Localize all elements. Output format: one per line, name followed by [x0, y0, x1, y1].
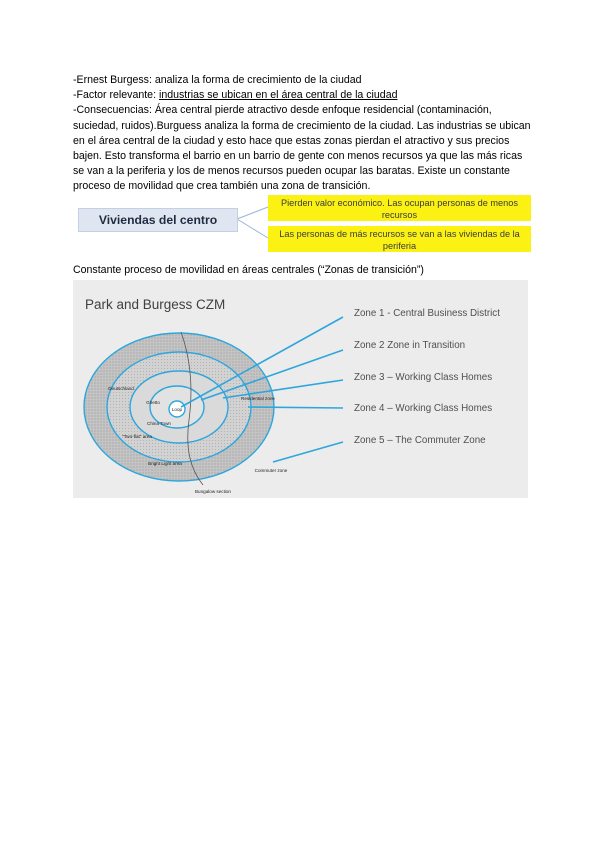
line-consecuencias: -Consecuencias: Área central pierde atractivo desde enfoque residencial (contaminación, suciedad, ruidos).Burguess analiza la forma de crecimiento de la ciudad. Las industrias se ubican en el área central de la ciudad y esto hace que estas zonas pierdan el atractivo y sus precios bajen. Esto transforma el barrio en un barrio de gente con menos recursos ya que las más ricas se van a la periferia y los de menos recursos pueden ocupar las baratas. Existe un constante proceso de movilidad que crea también una zona de transición.	[73, 104, 531, 193]
zone-3-label: Zone 3 – Working Class Homes	[354, 372, 493, 383]
pointer-zone-5	[273, 442, 343, 462]
label-bungalow: Bungalow section	[194, 489, 232, 494]
label-two-flat: "Two-flat" area	[122, 434, 152, 439]
label-commuter-zone: Commuter zone	[254, 468, 288, 473]
concept-main-box	[78, 208, 238, 232]
burgess-figure	[73, 280, 528, 498]
label-residential-zone: Residential zone	[241, 396, 275, 401]
zone-5-label: Zone 5 – The Commuter Zone	[354, 435, 486, 446]
figure-caption: Constante proceso de movilidad en áreas centrales (“Zonas de transición”)	[73, 264, 424, 276]
zone-4-label: Zone 4 – Working Class Homes	[354, 403, 493, 414]
concept-branch-2-label: Las personas de más recursos se van a las viviendas de la periferia	[279, 229, 520, 251]
label-china-town: China Town	[147, 421, 171, 426]
concept-branch-1	[268, 195, 531, 221]
line-ernest-burgess: -Ernest Burgess: analiza la forma de crecimiento de la ciudad	[73, 74, 362, 86]
concept-branch-1-label: Pierden valor económico. Las ocupan personas de menos recursos	[281, 198, 518, 220]
label-deutschland: Deutschland	[108, 386, 134, 391]
label-bright-light: Bright Light area	[148, 461, 182, 466]
label-ghetto: Ghetto	[146, 400, 160, 405]
concept-main-label: Viviendas del centro	[98, 213, 218, 227]
figure-title: Park and Burgess CZM	[85, 297, 226, 312]
zone-2-label: Zone 2 Zone in Transition	[354, 340, 466, 351]
pointer-zone-4	[248, 407, 343, 408]
zone-1-label: Zone 1 - Central Business District	[354, 308, 500, 319]
text-block	[73, 73, 533, 195]
line-factor-relevante	[73, 88, 533, 103]
concept-branch-2	[268, 226, 531, 252]
factor-underlined: industrias se ubican en el área central de la ciudad	[158, 89, 398, 102]
label-loop: Loop	[171, 407, 183, 412]
burgess-diagram	[73, 280, 528, 498]
factor-label: -Factor relevante:	[73, 89, 159, 102]
